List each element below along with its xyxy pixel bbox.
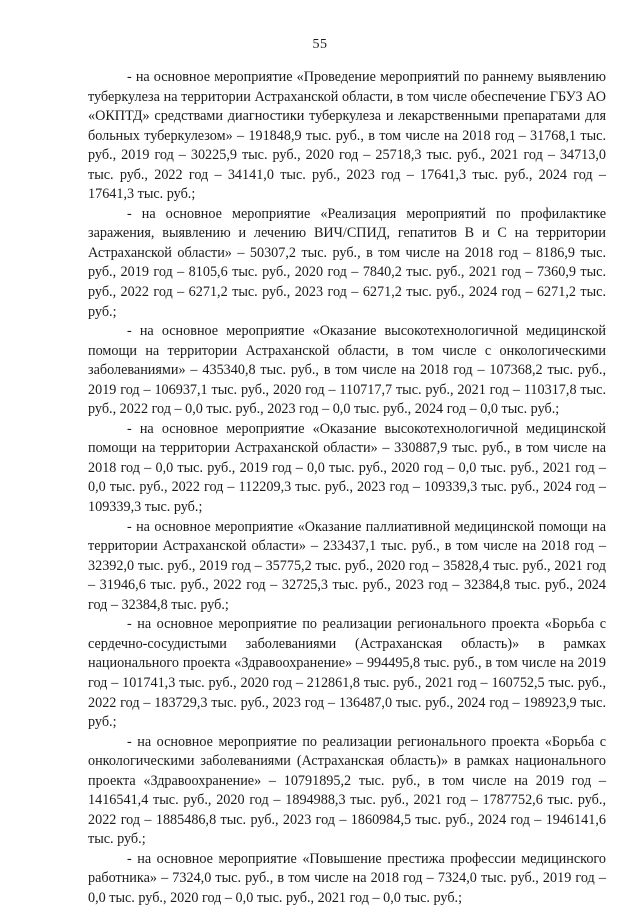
paragraph-tuberculosis: - на основное мероприятие «Проведение мероприятий по раннему выявлению туберкулеза на территории Астраханской области, в том числе обеспечение ГБУЗ АО «ОКПТД» средствами диагностики туберкулеза и лекарственными препаратами для больных туберкулезом» – 191848,9 тыс. руб., в том числе на 2018 год – 31768,1 тыс. руб., 2019 год – 30225,9 тыс. руб., 2020 год – 25718,3 тыс. руб., 2021 год – 34713,0 тыс. руб., 2022 год – 34141,0 тыс. руб., 2023 год – 17641,3 тыс. руб., 2024 год – 17641,3 тыс. руб.; bbox=[88, 69, 606, 203]
document-body bbox=[88, 68, 606, 909]
paragraph-high-tech-oncology: - на основное мероприятие «Оказание высокотехнологичной медицинской помощи на территории Астраханской области, в том числе с онкологическими заболеваниями» – 435340,8 тыс. руб., в том числе на 2018 год – 107368,2 тыс. руб., 2019 год – 106937,1 тыс. руб., 2020 год – 110717,7 тыс. руб., 2021 год – 110317,8 тыс. руб., 2022 год – 0,0 тыс. руб., 2023 год – 0,0 тыс. руб., 2024 год – 0,0 тыс. руб.; bbox=[88, 323, 606, 418]
paragraph-oncology-project: - на основное мероприятие по реализации регионального проекта «Борьба с онкологическими заболеваниями (Астраханская область)» в рамках национального проекта «Здравоохранение» – 10791895,2 тыс. руб., в том числе на 2019 год – 1416541,4 тыс. руб., 2020 год – 1894988,3 тыс. руб., 2021 год – 1787752,6 тыс. руб., 2022 год – 1885486,8 тыс. руб., 2023 год – 1860984,5 тыс. руб., 2024 год – 1946141,6 тыс. руб.; bbox=[88, 733, 606, 848]
paragraph-medical-prestige: - на основное мероприятие «Повышение престижа профессии медицинского работника» – 7324,0 тыс. руб., в том числе на 2018 год – 7324,0 тыс. руб., 2019 год – 0,0 тыс. руб., 2020 год – 0,0 тыс. руб., 2021 год – 0,0 тыс. руб.; bbox=[88, 850, 606, 906]
paragraph-hiv-hepatitis: - на основное мероприятие «Реализация мероприятий по профилактике заражения, выявлению и лечению ВИЧ/СПИД, гепатитов В и С на территории Астраханской области» – 50307,2 тыс. руб., в том числе на 2018 год – 8186,9 тыс. руб., 2019 год – 8105,6 тыс. руб., 2020 год – 7840,2 тыс. руб., 2021 год – 7360,9 тыс. руб., 2022 год – 6271,2 тыс. руб., 2023 год – 6271,2 тыс. руб., 2024 год – 6271,2 тыс. руб.; bbox=[88, 205, 606, 320]
paragraph-cardiovascular-project: - на основное мероприятие по реализации регионального проекта «Борьба с сердечно-сосудистыми заболеваниями (Астраханская область)» в рамках национального проекта «Здравоохранение» – 994495,8 тыс. руб., в том числе на 2019 год – 101741,3 тыс. руб., 2020 год – 212861,8 тыс. руб., 2021 год – 160752,5 тыс. руб., 2022 год – 183729,3 тыс. руб., 2023 год – 136487,0 тыс. руб., 2024 год – 198923,9 тыс. руб.; bbox=[88, 616, 606, 731]
page-number: 55 bbox=[312, 37, 328, 52]
paragraph-palliative-care: - на основное мероприятие «Оказание паллиативной медицинской помощи на территории Астраханской области» – 233437,1 тыс. руб., в том числе на 2018 год – 32392,0 тыс. руб., 2019 год – 35775,2 тыс. руб., 2020 год – 35828,4 тыс. руб., 2021 год – 31946,6 тыс. руб., 2022 год – 32725,3 тыс. руб., 2023 год – 32384,8 тыс. руб., 2024 год – 32384,8 тыс. руб.; bbox=[88, 518, 606, 613]
paragraph-high-tech-care: - на основное мероприятие «Оказание высокотехнологичной медицинской помощи на территории Астраханской области» – 330887,9 тыс. руб., в том числе на 2018 год – 0,0 тыс. руб., 2019 год – 0,0 тыс. руб., 2020 год – 0,0 тыс. руб., 2021 год – 0,0 тыс. руб., 2022 год – 112209,3 тыс. руб., 2023 год – 109339,3 тыс. руб., 2024 год – 109339,3 тыс. руб.; bbox=[88, 420, 606, 516]
